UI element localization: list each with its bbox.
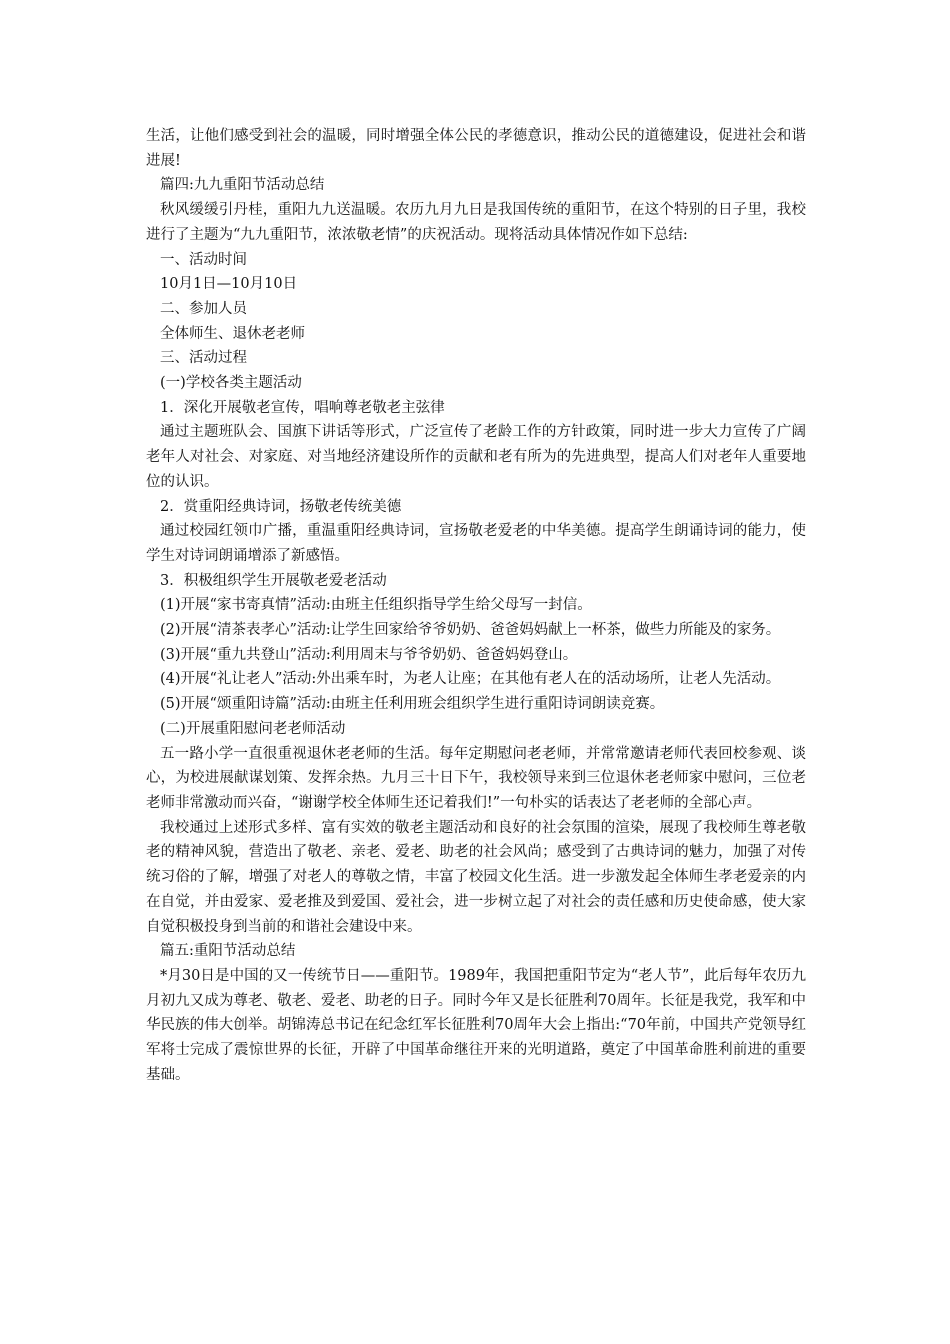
paragraph: 10月1日—10月10日 (160, 276, 298, 293)
section-heading: 篇五:重阳节活动总结 (160, 943, 296, 960)
item-heading: 3．积极组织学生开展敬老爱老活动 (160, 572, 387, 589)
paragraph: 秋风缓缓引丹桂，重阳九九送温暖。农历九月九日是我国传统的重阳节，在这个特别的日子里，我校进行了主题为“九九重阳节，浓浓敬老情”的庆祝活动。现将活动具体情况作如下总结: (146, 202, 806, 243)
list-item: (1)开展“家书寄真情”活动:由班主任组织指导学生给父母写一封信。 (160, 597, 592, 614)
paragraph: *月30日是中国的又一传统节日——重阳节。1989年，我国把重阳节定为“老人节”，此后每年农历九月初九又成为尊老、敬老、爱老、助老的日子。同时今年又是长征胜利70周年。长征是我党，我军和中华民族的伟大创举。胡锦涛总书记在纪念红军长征胜利70周年大会上指出:“70年前，中国共产党领导红军将士完成了震惊世界的长征，开辟了中国革命继往开来的光明道路，奠定了中国革命胜利前进的重要基础。 (146, 967, 806, 1083)
paragraph: 五一路小学一直很重视退休老老师的生活。每年定期慰问老老师，并常常邀请老师代表回校参观、谈心，为校进展献谋划策、发挥余热。九月三十日下午，我校领导来到三位退休老老师家中慰问，三位老老师非常激动而兴奋，“谢谢学校全体师生还记着我们!”一句朴实的话表达了老老师的全部心声。 (146, 745, 806, 811)
document-body (146, 124, 806, 1087)
subsection-heading: (二)开展重阳慰问老老师活动 (160, 720, 346, 737)
section-heading: 二、参加人员 (160, 300, 247, 317)
paragraph: 生活，让他们感受到社会的温暖，同时增强全体公民的孝德意识，推动公民的道德建设，促进社会和谐进展! (146, 128, 806, 169)
paragraph: 通过校园红领巾广播，重温重阳经典诗词，宣扬敬老爱老的中华美德。提高学生朗诵诗词的能力，使学生对诗词朗诵增添了新感悟。 (146, 523, 806, 564)
paragraph: 全体师生、退休老老师 (160, 325, 305, 342)
section-heading: 一、活动时间 (160, 251, 247, 268)
list-item: (4)开展“礼让老人”活动:外出乘车时，为老人让座；在其他有老人在的活动场所，让老人先活动。 (160, 671, 781, 688)
paragraph: 我校通过上述形式多样、富有实效的敬老主题活动和良好的社会氛围的渲染，展现了我校师生尊老敬老的精神风貌，营造出了敬老、亲老、爱老、助老的社会风尚；感受到了古典诗词的魅力，加强了对传统习俗的了解，增强了对老人的尊敬之情，丰富了校园文化生活。进一步激发起全体师生孝老爱亲的内在自觉，并由爱家、爱老推及到爱国、爱社会，进一步树立起了对社会的责任感和历史使命感，使大家自觉积极投身到当前的和谐社会建设中来。 (146, 819, 806, 935)
section-heading: 三、活动过程 (160, 350, 247, 367)
section-heading: 篇四:九九重阳节活动总结 (160, 177, 325, 194)
paragraph: 通过主题班队会、国旗下讲话等形式，广泛宣传了老龄工作的方针政策，同时进一步大力宣传了广阔老年人对社会、对家庭、对当地经济建设所作的贡献和老有所为的先进典型，提高人们对老年人重要地位的认识。 (146, 424, 806, 490)
list-item: (3)开展“重九共登山”活动:利用周末与爷爷奶奶、爸爸妈妈登山。 (160, 646, 578, 663)
item-heading: 2．赏重阳经典诗词，扬敬老传统美德 (160, 498, 402, 515)
list-item: (5)开展“颂重阳诗篇”活动:由班主任利用班会组织学生进行重阳诗词朗读竞赛。 (160, 696, 665, 713)
subsection-heading: (一)学校各类主题活动 (160, 375, 302, 392)
list-item: (2)开展“清茶表孝心”活动:让学生回家给爷爷奶奶、爸爸妈妈献上一杯茶，做些力所能及的家务。 (160, 622, 781, 639)
item-heading: 1．深化开展敬老宣传，唱响尊老敬老主弦律 (160, 399, 445, 416)
